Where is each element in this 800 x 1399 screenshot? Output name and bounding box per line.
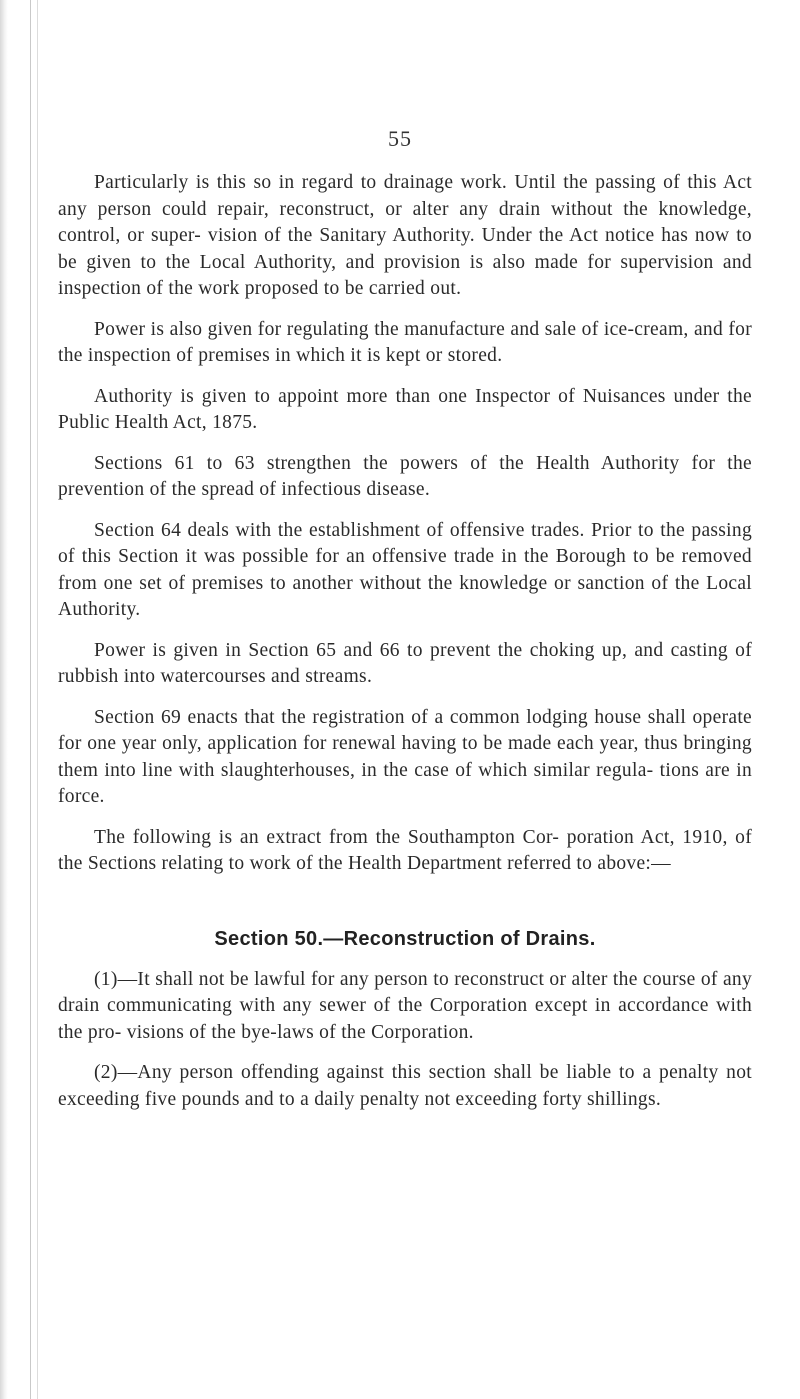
paragraph-extract-intro: The following is an extract from the Southampton Cor- poration Act, 1910, of the Sections relating to work of the Health Department referred to above:— [58, 826, 752, 874]
gutter-line-inner [37, 0, 38, 1399]
page-binding-edge [0, 0, 8, 1399]
section-heading: Section 50.—Reconstruction of Drains. [214, 927, 596, 950]
paragraph-ice-cream: Power is also given for regulating the manufacture and sale of ice-cream, and for the inspection of premises in which it is kept or stored. [58, 318, 752, 366]
subsection-2: (2)—Any person offending against this section shall be liable to a penalty not exceeding five pounds and to a daily penalty not exceeding forty shillings. [58, 1062, 752, 1110]
paragraph-drainage-work: Particularly is this so in regard to drainage work. Until the passing of this Act any person could repair, reconstruct, or alter any drain without the knowledge, control, or super- vision of the Sanitary Authority. Under the Act notice has now to be given to the Local Authority, and provision is also made for supervision and inspection of the work proposed to be carried out. [58, 172, 752, 299]
gutter-line [30, 0, 31, 1399]
document-body [58, 170, 752, 1127]
paragraph-offensive-trades: Section 64 deals with the establishment of offensive trades. Prior to the passing of this Section it was possible for an offensive trade in the Borough to be removed from one set of premises to another without the knowledge or sanction of the Local Authority. [58, 519, 752, 620]
subsection-1: (1)—It shall not be lawful for any person to reconstruct or alter the course of any drain communicating with any sewer of the Corporation except in accordance with the pro- visions of the bye-laws of the Corporation. [58, 968, 752, 1043]
paragraph-inspector-of-nuisances: Authority is given to appoint more than one Inspector of Nuisances under the Public Health Act, 1875. [58, 385, 752, 433]
paragraph-lodging-house: Section 69 enacts that the registration of a common lodging house shall operate for one year only, application for renewal having to be made each year, thus bringing them into line with slaughterhouses, in the case of which similar regula- tions are in force. [58, 706, 752, 807]
paragraph-infectious-disease: Sections 61 to 63 strengthen the powers of the Health Authority for the prevention of the spread of infectious disease. [58, 452, 752, 500]
paragraph-watercourses: Power is given in Section 65 and 66 to prevent the choking up, and casting of rubbish into watercourses and streams. [58, 639, 752, 687]
page-number: 55 [388, 126, 412, 151]
